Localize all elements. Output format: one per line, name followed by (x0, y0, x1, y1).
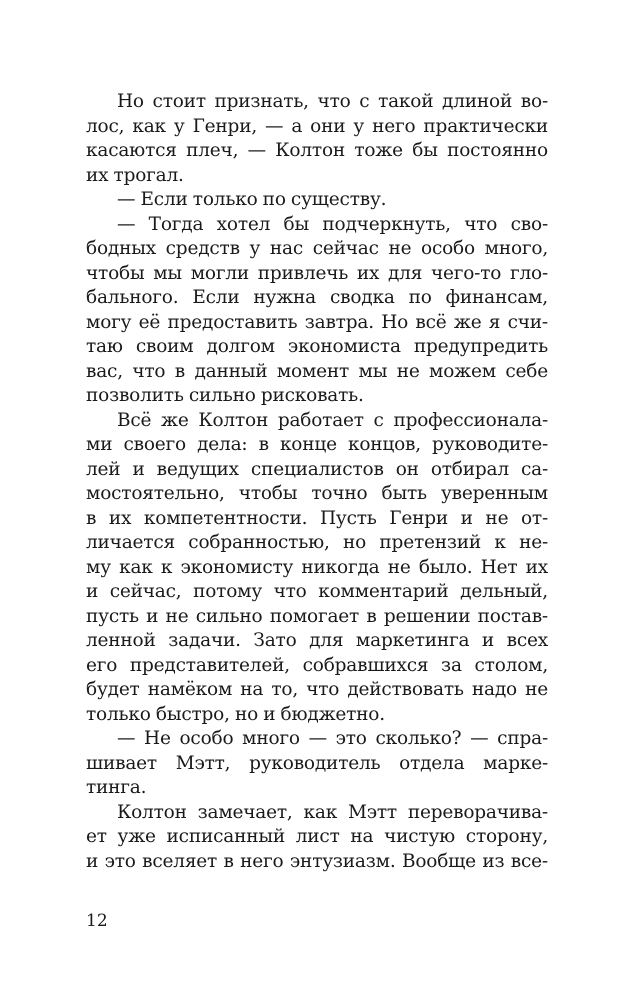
text-line: и это вселяет в него энтузиазм. Вообще из все- (86, 850, 548, 872)
text-line: пусть и не сильно помогает в решении постав- (86, 605, 548, 627)
text-line: ет уже исписанный лист на чистую сторону, (86, 826, 548, 847)
paragraph (86, 213, 548, 409)
text-line: Колтон замечает, как Мэтт переворачива- (117, 801, 548, 823)
text-line: ми своего дела: в конце концов, руководите- (86, 434, 548, 455)
text-line: личается собранностью, но претензий к не- (86, 532, 548, 553)
text-line: вас, что в данный момент мы не можем себе (86, 360, 548, 382)
text-line: — Если только по существу. (117, 189, 387, 210)
body-text (86, 90, 548, 874)
text-line: касаются плеч, — Колтон тоже бы постоянно (86, 140, 548, 161)
text-line: шивает Мэтт, руководитель отдела марке- (86, 752, 548, 774)
text-line: могу её предоставить завтра. Но всё же я счи- (86, 311, 548, 333)
text-line: тинга. (86, 777, 147, 798)
text-line: Но стоит признать, что с такой длиной во- (117, 91, 548, 112)
text-line: — Не особо много — это сколько? — спра- (117, 728, 548, 749)
paragraph (86, 727, 548, 801)
text-line: лос, как у Генри, — а они у него практически (86, 115, 548, 137)
paragraph (86, 90, 548, 188)
text-line: бального. Если нужна сводка по финансам, (86, 287, 548, 308)
text-line: его представителей, собравшихся за столом, (86, 654, 548, 676)
text-line: ленной задачи. Зато для маркетинга и всех (86, 630, 548, 651)
text-line: бодных средств у нас сейчас не особо много, (86, 238, 548, 259)
text-line: в их компетентности. Пусть Генри и не от- (86, 507, 548, 529)
text-line: будет намёком на то, что действовать надо не (86, 679, 548, 700)
paragraph (86, 409, 548, 728)
text-line: позволить сильно рисковать. (86, 385, 364, 406)
text-line: их трогал. (86, 164, 184, 186)
text-line: только быстро, но и бюджетно. (86, 703, 385, 725)
paragraph (86, 801, 548, 875)
text-line: му как к экономисту никогда не было. Нет их (86, 556, 548, 578)
text-line: мостоятельно, чтобы точно быть уверенным (86, 483, 548, 504)
text-line: Всё же Колтон работает с профессионала- (117, 409, 548, 431)
page-number: 12 (86, 911, 108, 931)
paragraph (86, 188, 548, 213)
text-line: и сейчас, потому что комментарий дельный, (86, 581, 548, 602)
text-line: лей и ведущих специалистов он отбирал са- (86, 458, 548, 480)
text-line: — Тогда хотел бы подчеркнуть, что сво- (117, 213, 548, 235)
text-line: чтобы мы могли привлечь их для чего-то гло- (86, 262, 548, 284)
text-line: таю своим долгом экономиста предупредить (86, 336, 548, 357)
